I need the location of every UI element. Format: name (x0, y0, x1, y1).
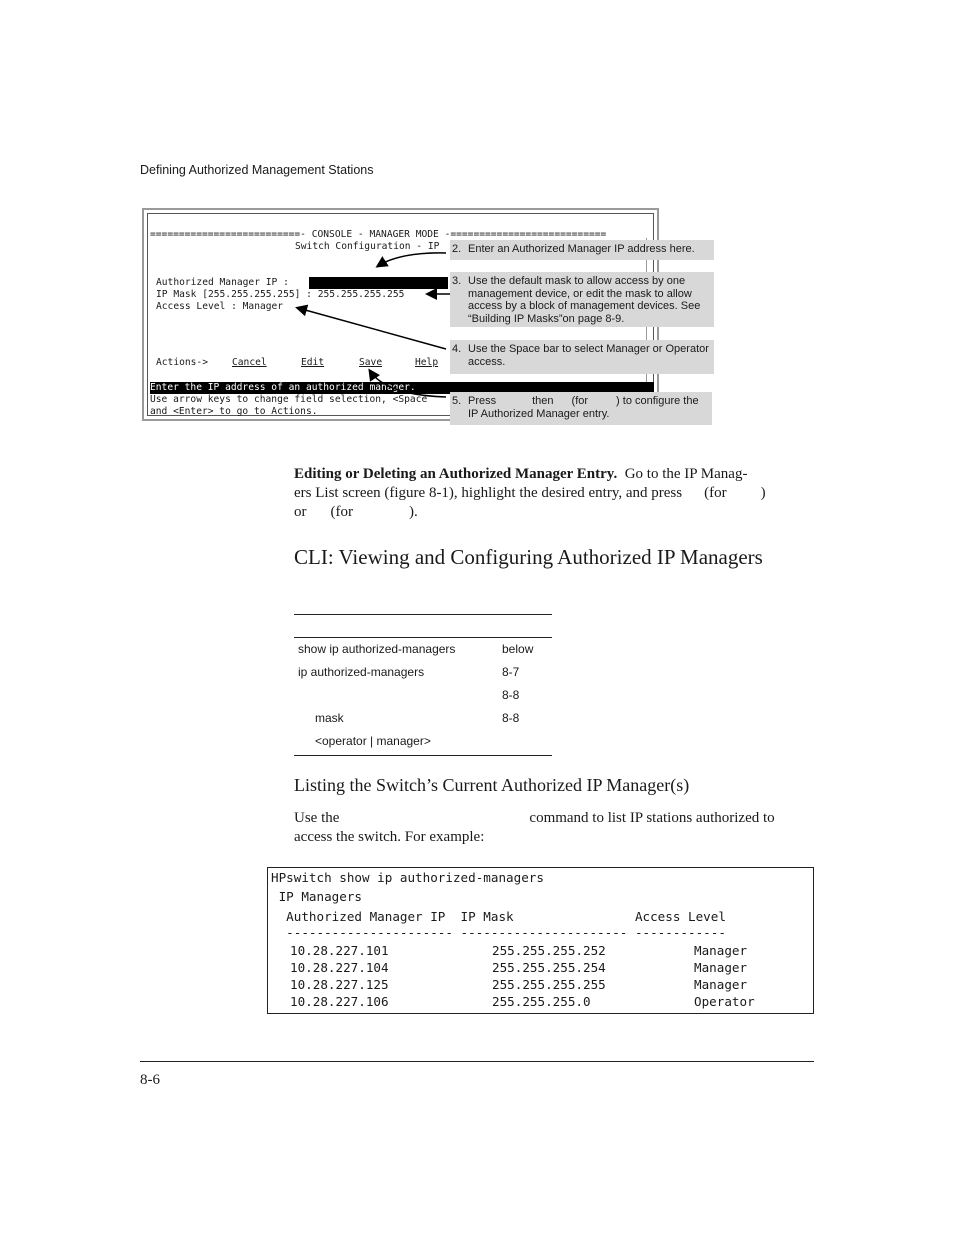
running-header: Defining Authorized Management Stations (140, 163, 374, 177)
callout-5-num: 5. (452, 395, 462, 407)
cli-row-level: Manager (694, 943, 748, 958)
cmd-cell: mask (315, 711, 344, 725)
editing-line-3a: or (294, 504, 307, 520)
cli-row-mask: 255.255.255.255 (492, 977, 606, 992)
cli-row-mask: 255.255.255.0 (492, 994, 591, 1009)
cli-row-ip: 10.28.227.101 (290, 943, 389, 958)
listing-text-a: Use the (294, 810, 340, 826)
subsection-title: Listing the Switch’s Current Authorized IP Manager(s) (294, 775, 690, 795)
table-row (294, 731, 552, 755)
console-status-line: Enter the IP address of an authorized manager. (150, 382, 654, 394)
callout-4-num: 4. (452, 343, 462, 355)
console-title-line: ==========================- CONSOLE - MANAGER MODE -=========================== (150, 229, 607, 240)
callout-5-text-b: then (532, 395, 554, 407)
page-cell: 8-8 (502, 688, 520, 702)
cli-row-level: Manager (694, 977, 748, 992)
callout-4-arrow (298, 308, 446, 349)
listing-paragraph (294, 809, 814, 847)
editing-line-2b: (for (704, 485, 727, 501)
callout-5-text-d: ) to configure the IP Authorized Manager entry. (468, 395, 699, 420)
table-row (294, 685, 552, 708)
callout-4 (450, 340, 714, 374)
cmd-cell: ip authorized-managers (298, 665, 425, 679)
cli-row-ip: 10.28.227.125 (290, 977, 389, 992)
callout-2-num: 2. (452, 243, 462, 255)
cli-row-mask: 255.255.255.252 (492, 943, 606, 958)
callout-2 (450, 240, 714, 260)
cmd-cell: <operator | manager> (315, 734, 431, 748)
callout-4-text: Use the Space bar to select Manager or Operator access. (468, 343, 709, 368)
footer-rule (140, 1061, 814, 1062)
callout-2-text: Enter an Authorized Manager IP address here. (468, 243, 695, 255)
field-ip-mask[interactable]: IP Mask [255.255.255.255] : 255.255.255.255 (156, 289, 405, 300)
action-save[interactable]: Save (359, 357, 383, 368)
cli-heading: IP Managers (271, 889, 362, 904)
callout-3 (450, 272, 714, 327)
console-help-line-1: Use arrow keys to change field selection, <Space (150, 394, 428, 405)
editing-lead: Editing or Deleting an Authorized Manager Entry. (294, 466, 618, 482)
field-manager-ip-label: Authorized Manager IP : (156, 277, 289, 288)
field-access-level[interactable]: Access Level : Manager (156, 301, 284, 312)
cli-row-mask: 255.255.255.254 (492, 960, 606, 975)
editing-line-3c: ). (409, 504, 418, 520)
callout-5-text-a: Press (468, 395, 497, 407)
table-row (294, 662, 552, 685)
page-number: 8-6 (140, 1072, 160, 1088)
cli-output-box (267, 867, 814, 1014)
listing-text-c: access the switch. For example: (294, 829, 485, 845)
cli-row-ip: 10.28.227.104 (290, 960, 389, 975)
listing-text-b: command to list IP stations authorized to (529, 810, 775, 826)
cli-row-ip: 10.28.227.106 (290, 994, 389, 1009)
cli-row-level: Operator (694, 994, 755, 1009)
console-subtitle: Switch Configuration - IP (295, 241, 440, 252)
editing-line-2c: ) (760, 485, 766, 501)
callout-3-num: 3. (452, 275, 462, 287)
action-cancel[interactable]: Cancel (232, 357, 267, 368)
actions-label: Actions-> (156, 357, 208, 368)
cli-column-headers: Authorized Manager IP IP Mask Access Level (271, 909, 726, 924)
editing-line-3b: (for (330, 504, 353, 520)
page-cell: 8-8 (502, 711, 520, 725)
cmd-cell: show ip authorized-managers (298, 642, 456, 656)
callout-5-arrow (370, 371, 446, 397)
callout-3-text: Use the default mask to allow access by one management device, or edit the mask to allow access by a block of management devices. See “Building IP Masks”on page 8-9. (468, 275, 701, 325)
cli-command-line: HPswitch show ip authorized-managers (271, 870, 544, 885)
action-help[interactable]: Help (415, 357, 439, 368)
table-row (294, 708, 552, 731)
editing-line-1: Go to the IP Manag- (624, 466, 748, 482)
section-title: CLI: Viewing and Configuring Authorized IP Managers (294, 545, 763, 569)
table-header-row (294, 614, 552, 637)
table-row (294, 639, 552, 662)
action-edit[interactable]: Edit (301, 357, 325, 368)
callout-2-arrow (378, 253, 446, 266)
page-cell: 8-7 (502, 665, 520, 679)
cli-dashes: ---------------------- ---------------------- ------------ (271, 925, 726, 940)
callout-5-text-c: (for (571, 395, 589, 407)
console-help-line-2: and <Enter> to go to Actions. (150, 406, 318, 417)
command-table (294, 614, 552, 757)
cli-row-level: Manager (694, 960, 748, 975)
page-cell: below (502, 642, 534, 656)
editing-line-2a: ers List screen (figure 8-1), highlight the desired entry, and press (294, 485, 683, 501)
callout-5 (450, 392, 712, 425)
editing-paragraph (294, 465, 814, 522)
